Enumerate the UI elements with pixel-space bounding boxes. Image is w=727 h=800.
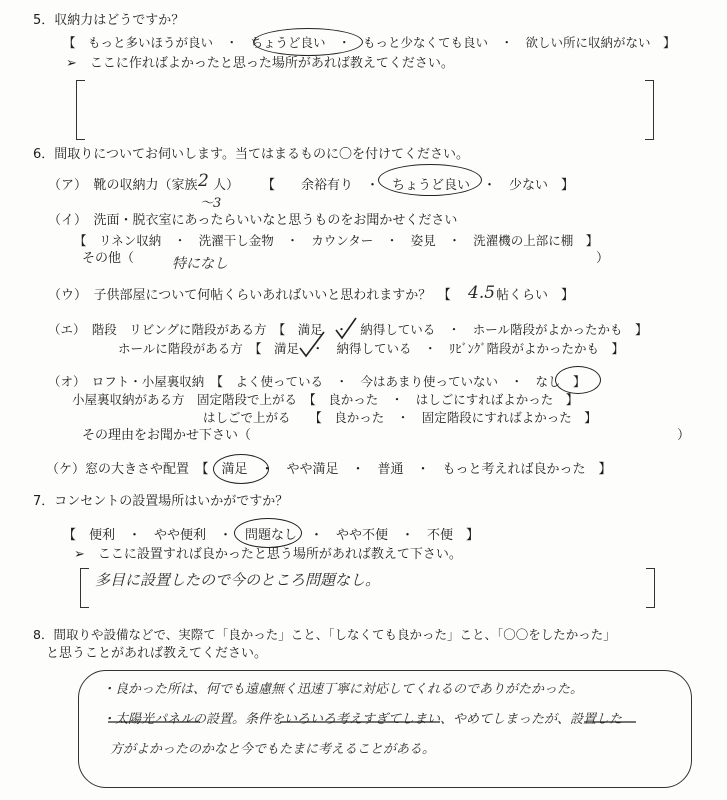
q6-a-note: ～3 bbox=[200, 196, 222, 211]
q6-u-answer: 4.5 bbox=[468, 283, 496, 303]
q7-title: 7．コンセントの設置場所はいかがですか？ bbox=[33, 494, 289, 509]
q6-a-family-count: 2 bbox=[198, 171, 209, 191]
q6-o-reason-close: ） bbox=[677, 428, 691, 443]
q7-options: 【 便利 ・ やや便利 ・ 問題なし ・ やや不便 ・ 不便 】 bbox=[63, 528, 480, 543]
q8-title: 8．間取りや設備などで、実際て「良かった」こと、「しなくても良かった」こと、「〇〇をしたかった」 bbox=[33, 627, 616, 642]
q6-u-label: （ウ） 子供部屋について何帖くらいあればいいと思われますか？ 【 bbox=[48, 288, 451, 303]
q6-i-other-answer: 特になし bbox=[172, 256, 228, 272]
q5-options: 【 もっと多いほうが良い ・ ちょうど良い ・ もっと少なくても良い ・ 欲しい所に収納がない 】 bbox=[63, 35, 676, 50]
q8-answer-line-1: ・良かった所は、何でも遠慮無く迅速丁寧に対応してくれるのでありがたかった。 bbox=[102, 682, 584, 697]
q5-title: 5．収納力はどうですか？ bbox=[33, 13, 185, 28]
q8-answer-line-2: ・太陽光パネルの設置。条件をいろいろ考えすぎてしまい、やめてしまったが、設置した bbox=[102, 712, 623, 727]
q6-e-label: （エ） 階段 リビングに階段がある方 【 満足 ・ 納得している ・ ホール階段がよかったかも 】 bbox=[48, 322, 648, 337]
q6-ke-label: （ケ）窓の大きさや配置 【 満足 ・ やや満足 ・ 普通 ・ もっと考えれば良かった 】 bbox=[46, 462, 612, 477]
q6-e-label2: ホールに階段がある方 【 満足 ・ 納得している ・ ﾘﾋﾞﾝｸﾞ階段がよかったかも 】 bbox=[118, 341, 625, 356]
q8-answer-line-3: 方がよかったのかなと今でもたまに考えることがある。 bbox=[110, 742, 436, 757]
q6-a-label: （ア） 靴の収納力（家族 bbox=[48, 178, 198, 193]
q6-title: 6．間取りについてお伺いします。当てはまるものに〇を付けてください。 bbox=[33, 147, 469, 162]
e-check-mark-2 bbox=[300, 332, 324, 356]
e-check-mark-1 bbox=[336, 318, 356, 338]
q6-o-reason: その理由をお聞かせ下さい（ bbox=[82, 428, 252, 443]
q8-title2: と思うことがあれば教えてください。 bbox=[46, 646, 268, 661]
q6-o-sub1: 小屋裏収納がある方 固定階段で上がる 【 良かった ・ はしごにすればよかった 】 bbox=[72, 392, 579, 407]
q7-prompt: ➢ ここに設置すれば良かったと思う場所があれば教えて下さい。 bbox=[74, 547, 462, 562]
q7-answer[interactable]: 多目に設置したので今のところ問題なし。 bbox=[95, 571, 381, 589]
q6-o-label: （オ） ロフト・小屋裏収納 【 よく使っている ・ 今はあまり使っていない ・ なし 】 bbox=[48, 374, 586, 389]
q6-i-options: 【 リネン収納 ・ 洗濯干し金物 ・ カウンター ・ 姿見 ・ 洗濯機の上部に棚 】 bbox=[74, 233, 599, 248]
q6-a-family-unit: 人） bbox=[213, 178, 240, 193]
q6-i-label: （イ） 洗面・脱衣室にあったらいいなと思うものをお聞かせください bbox=[48, 213, 458, 228]
q6-a-options: 【 余裕有り ・ ちょうど良い ・ 少ない 】 bbox=[262, 178, 575, 193]
q5-prompt: ➢ ここに作ればよかったと思った場所があれば教えてください。 bbox=[66, 56, 454, 71]
q6-o-sub2: はしごで上がる 【 良かった ・ 固定階段にすればよかった 】 bbox=[203, 410, 597, 425]
q6-i-other-close: ） bbox=[596, 251, 610, 266]
q6-u-unit: 帖くらい 】 bbox=[496, 288, 575, 303]
q6-i-other-label: その他（ bbox=[82, 251, 135, 266]
